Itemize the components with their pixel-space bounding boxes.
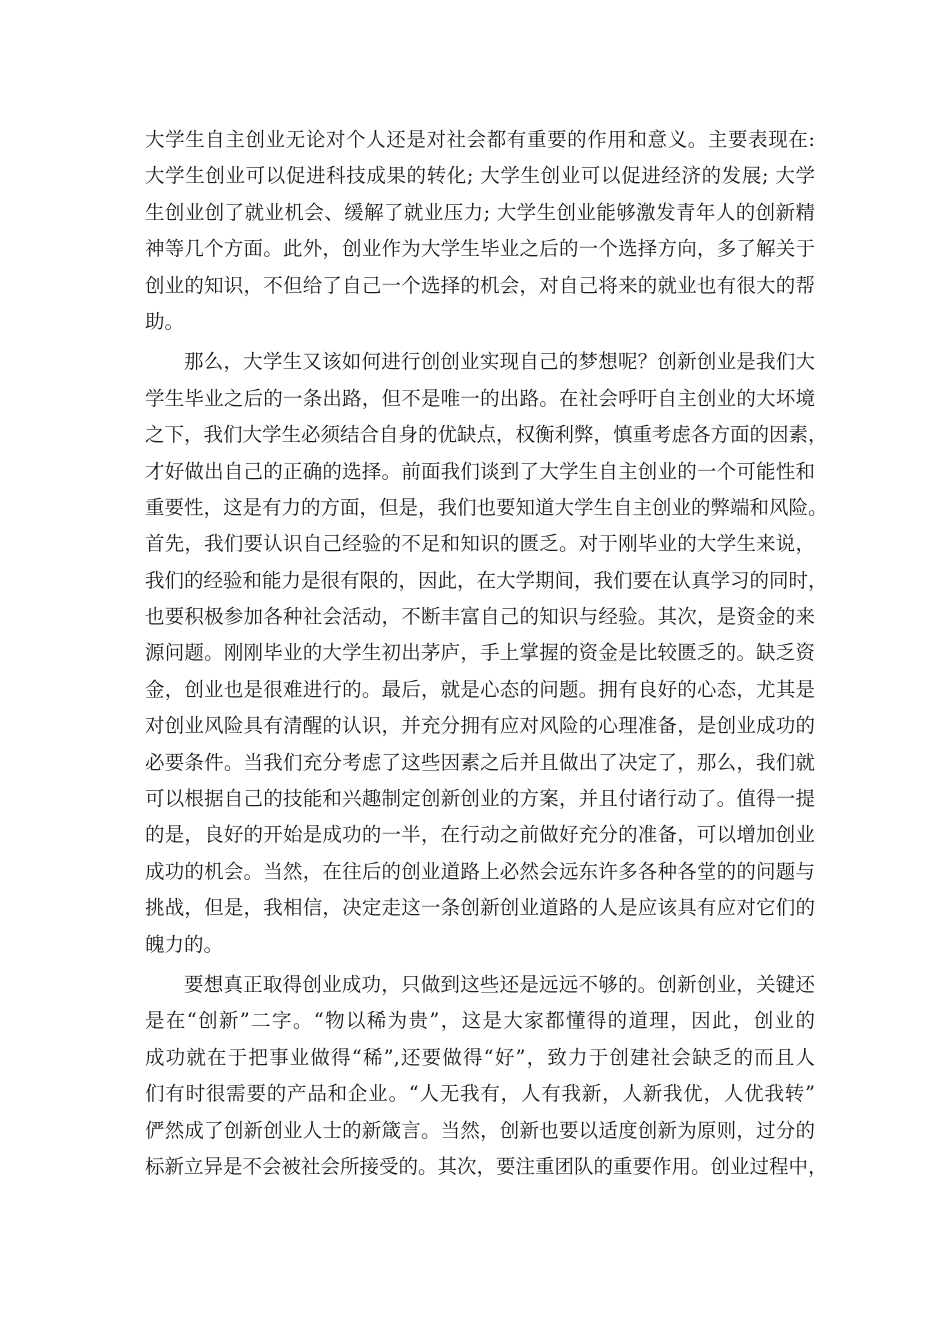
text-line: 才好做出自己的正确的选择。前面我们谈到了大学生自主创业的一个可能性和 [145, 459, 815, 483]
text-line: 可以根据自己的技能和兴趣制定创新创业的方案，并且付诸行动了。值得一提 [145, 787, 815, 811]
text-line: 之下，我们大学生必须结合自身的优缺点，权衡利弊，慎重考虑各方面的因素， [145, 423, 828, 447]
text-line: 那么，大学生又该如何进行创创业实现自己的梦想呢？创新创业是我们大 [184, 350, 815, 374]
text-line: 标新立异是不会被社会所接受的。其次，要注重团队的重要作用。创业过程中， [145, 1154, 828, 1178]
text-line: 大学生创业可以促进科技成果的转化; 大学生创业可以促进经济的发展; 大学 [145, 164, 815, 188]
text-line: 也要积极参加各种社会活动，不断丰富自己的知识与经验。其次，是资金的来 [145, 605, 815, 629]
text-line: 生创业创了就业机会、缓解了就业压力; 大学生创业能够激发青年人的创新精 [145, 200, 815, 224]
text-line: 神等几个方面。此外，创业作为大学生毕业之后的一个选择方向，多了解关于 [145, 237, 815, 261]
paragraph-3 [145, 967, 828, 1185]
text-line: 是在“创新”二字。“物以稀为贵”，这是大家都懂得的道理，因此，创业的 [145, 1009, 815, 1033]
text-line: 源问题。刚刚毕业的大学生初出茅庐，手上掌握的资金是比较匮乏的。缺乏资 [145, 641, 815, 665]
text-line: 学生毕业之后的一条出路，但不是唯一的出路。在社会呼吁自主创业的大坏境 [145, 386, 815, 410]
text-line: 魄力的。 [145, 932, 224, 956]
text-line: 我们的经验和能力是很有限的，因此，在大学期间，我们要在认真学习的同时， [145, 568, 828, 592]
text-line: 成功就在于把事业做得“稀”,还要做得“好”，致力于创建社会缺乏的而且人 [145, 1045, 815, 1069]
text-line: 重要性，这是有力的方面，但是，我们也要知道大学生自主创业的弊端和风险。 [145, 495, 828, 519]
text-line: 创业的知识，不但给了自己一个选择的机会，对自己将来的就业也有很大的帮 [145, 273, 815, 297]
paragraph-1 [145, 122, 815, 340]
text-line: 首先，我们要认识自己经验的不足和知识的匮乏。对于刚毕业的大学生来说， [145, 532, 815, 556]
text-line: 俨然成了创新创业人士的新箴言。当然，创新也要以适度创新为原则，过分的 [145, 1118, 815, 1142]
text-line: 挑战，但是，我相信，决定走这一条创新创业道路的人是应该具有应对它们的 [145, 896, 815, 920]
paragraph-2 [145, 344, 828, 963]
text-line: 们有时很需要的产品和企业。“人无我有，人有我新，人新我优，人优我转” [145, 1082, 815, 1106]
text-line: 金，创业也是很难进行的。最后，就是心态的问题。拥有良好的心态，尤其是 [145, 677, 815, 701]
text-line: 大学生自主创业无论对个人还是对社会都有重要的作用和意义。主要表现在: [145, 128, 815, 151]
document-body [145, 122, 828, 1189]
text-line: 要想真正取得创业成功，只做到这些还是远远不够的。创新创业，关键还 [184, 972, 815, 996]
text-line: 的是，良好的开始是成功的一半，在行动之前做好充分的准备，可以增加创业 [145, 823, 815, 847]
text-line: 助。 [145, 309, 185, 333]
text-line: 成功的机会。当然，在往后的创业道路上必然会远东许多各种各堂的的问题与 [145, 859, 815, 883]
text-line: 对创业风险具有清醒的认识，并充分拥有应对风险的心理准备，是创业成功的 [145, 714, 815, 738]
text-line: 必要条件。当我们充分考虑了这些因素之后并且做出了决定了，那么，我们就 [145, 750, 815, 774]
